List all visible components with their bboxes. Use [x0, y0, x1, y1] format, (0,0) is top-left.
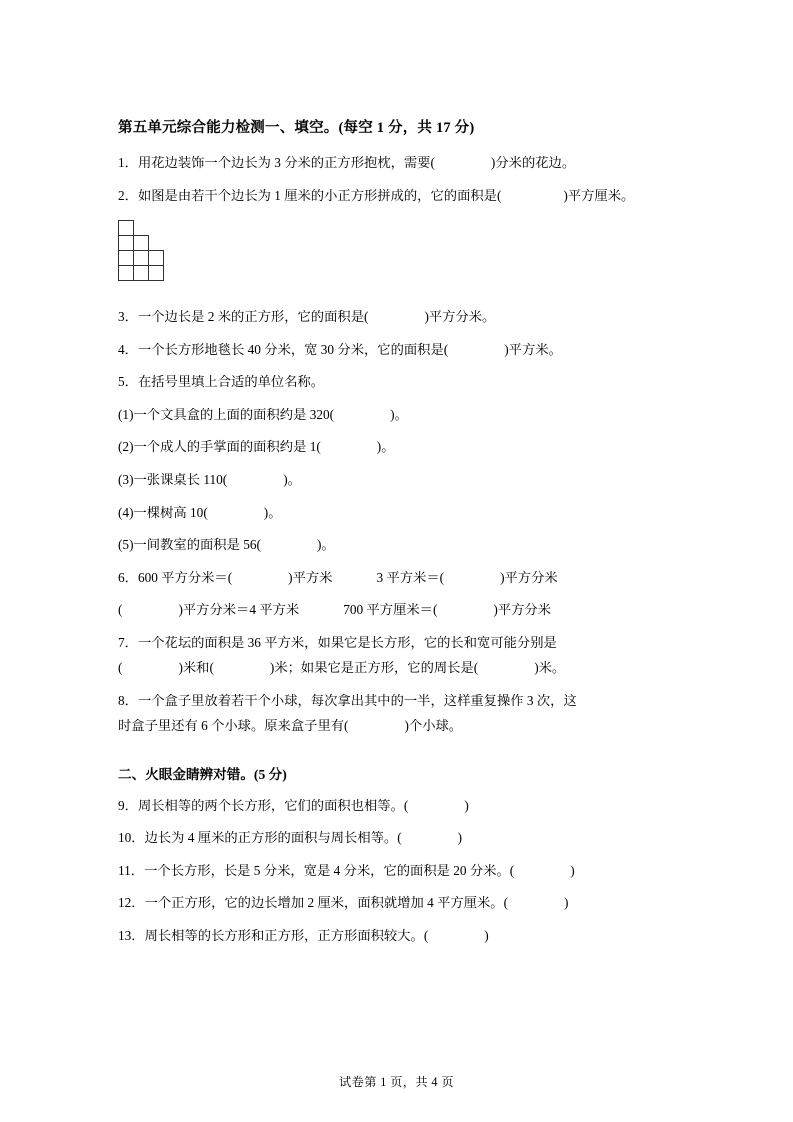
- question-6-l1-a: 600 平方分米＝(: [137, 569, 233, 585]
- question-8-l2-a: 时盒子里还有 6 个小球。原来盒子里有(: [118, 718, 349, 734]
- question-5-sub-4: [118, 502, 687, 524]
- question-5-sub-4-text: 一棵树高 10(: [133, 504, 208, 520]
- question-7-line-2: [118, 657, 687, 679]
- question-6-l1-c: 3 平方米＝(: [376, 569, 445, 585]
- section-2-heading: 二、火眼金睛辨对错。(5 分): [118, 766, 287, 782]
- question-12-number: 12．: [118, 895, 145, 911]
- question-5: [118, 371, 687, 393]
- question-4: [118, 339, 687, 361]
- question-5-sub-1-label: (1): [118, 406, 134, 422]
- question-13-number: 13．: [118, 927, 145, 943]
- question-5-sub-1-text: 一个文具盒的上面的面积约是 320(: [133, 406, 335, 422]
- question-10-after: ): [457, 830, 463, 846]
- question-5-sub-1: [118, 404, 687, 426]
- question-5-sub-2-after: )。: [376, 439, 395, 455]
- question-6-line-1: [118, 567, 687, 589]
- question-12-text: 一个正方形，它的边长增加 2 厘米，面积就增加 4 平方厘米。(: [144, 895, 509, 911]
- question-6-l2-d: )平方分米: [493, 602, 552, 618]
- question-8-line-2: [118, 715, 687, 737]
- question-9: [118, 795, 687, 817]
- question-5-sub-4-after: )。: [263, 504, 282, 520]
- question-7-number: 7．: [118, 634, 138, 650]
- question-13-after: ): [484, 927, 489, 943]
- question-8-number: 8．: [118, 692, 138, 708]
- question-7-l2-c: )米；如果它是正方形，它的周长是(: [269, 660, 479, 676]
- question-10: [118, 827, 687, 849]
- question-7-l2-d: )米。: [534, 660, 566, 676]
- question-12-after: ): [564, 895, 569, 911]
- question-5-sub-5-label: (5): [118, 537, 134, 553]
- question-2-number: 2．: [118, 187, 138, 203]
- question-3-text-after: )平方分米。: [424, 309, 496, 325]
- question-1: [118, 152, 687, 174]
- question-4-number: 4．: [118, 341, 138, 357]
- question-4-text-before: 一个长方形地毯长 40 分米，宽 30 分米，它的面积是(: [137, 341, 449, 357]
- question-7-line-1: [118, 632, 687, 654]
- grid-cell: [133, 265, 149, 281]
- question-5-number: 5．: [118, 374, 138, 390]
- question-8-line-1: [118, 690, 687, 712]
- page-title-sub: 一、填空。(每空 1 分，共 17 分): [265, 120, 475, 136]
- question-11: [118, 860, 687, 882]
- grid-cell: [118, 250, 134, 266]
- question-5-sub-5: [118, 534, 687, 556]
- question-9-text: 周长相等的两个长方形，它们的面积也相等。(: [137, 797, 409, 813]
- question-11-text: 一个长方形，长是 5 分米，宽是 4 分米，它的面积是 20 分米。(: [144, 862, 515, 878]
- question-3: [118, 306, 687, 328]
- question-5-sub-4-label: (4): [118, 504, 134, 520]
- question-3-text-before: 一个边长是 2 米的正方形，它的面积是(: [137, 309, 369, 325]
- question-10-text: 边长为 4 厘米的正方形的面积与周长相等。(: [144, 830, 402, 846]
- question-12: [118, 892, 687, 914]
- page-title-main: 第五单元综合能力检测: [118, 120, 265, 136]
- question-8-text-1: 一个盒子里放着若干个小球，每次拿出其中的一半，这样重复操作 3 次，这: [137, 692, 577, 708]
- grid-cell: [133, 250, 149, 266]
- question-5-sub-2-label: (2): [118, 439, 134, 455]
- question-5-text: 在括号里填上合适的单位名称。: [137, 374, 325, 390]
- question-1-text-after: )分米的花边。: [490, 155, 576, 171]
- question-7-text-1: 一个花坛的面积是 36 平方米，如果它是长方形，它的长和宽可能分别是: [137, 634, 557, 650]
- question-5-sub-2-text: 一个成人的手掌面的面积约是 1(: [133, 439, 321, 455]
- page-title: [118, 118, 687, 138]
- question-5-sub-3-text: 一张课桌长 110(: [133, 472, 228, 488]
- question-5-sub-3-label: (3): [118, 472, 134, 488]
- figure-grid: [118, 220, 687, 286]
- question-7-l2-a: (: [118, 660, 123, 676]
- question-2-text-after: )平方厘米。: [563, 187, 635, 203]
- question-3-number: 3．: [118, 309, 138, 325]
- grid-cell: [118, 220, 134, 236]
- question-11-after: ): [570, 862, 575, 878]
- question-6-l2-b: )平方分米＝4 平方米: [178, 602, 300, 618]
- question-6-l1-d: )平方分米: [500, 569, 558, 585]
- question-9-number: 9．: [118, 797, 138, 813]
- grid-cell: [148, 265, 164, 281]
- question-8-l2-b: )个小球。: [404, 718, 463, 734]
- question-13-text: 周长相等的长方形和正方形，正方形面积较大。(: [144, 927, 429, 943]
- page-footer: 试卷第 1 页，共 4 页: [339, 1075, 454, 1089]
- question-6-line-2: [118, 599, 687, 621]
- question-2: [118, 185, 687, 207]
- question-6-l1-b: )平方米: [288, 569, 333, 585]
- question-5-sub-1-after: )。: [390, 406, 408, 422]
- question-5-sub-3-after: )。: [283, 472, 301, 488]
- grid-cell: [118, 235, 134, 251]
- question-1-number: 1．: [118, 155, 138, 171]
- question-5-sub-5-text: 一间教室的面积是 56(: [133, 537, 261, 553]
- grid-cell: [133, 235, 149, 251]
- question-1-text-before: 用花边装饰一个边长为 3 分米的正方形抱枕，需要(: [137, 155, 435, 171]
- question-11-number: 11．: [118, 862, 145, 878]
- question-13: [118, 925, 687, 947]
- question-5-sub-3: [118, 469, 687, 491]
- grid-of-unit-squares: [118, 220, 184, 286]
- question-2-text-before: 如图是由若干个边长为 1 厘米的小正方形拼成的，它的面积是(: [137, 187, 502, 203]
- question-6-l2-a: (: [118, 602, 123, 618]
- question-10-number: 10．: [118, 830, 145, 846]
- question-5-sub-2: [118, 436, 687, 458]
- question-6-l2-c: 700 平方厘米＝(: [343, 602, 438, 618]
- grid-cell: [148, 250, 164, 266]
- question-5-sub-5-after: )。: [316, 537, 335, 553]
- question-9-after: ): [464, 797, 469, 813]
- question-6-number: 6．: [118, 569, 138, 585]
- question-7-l2-b: )米和(: [178, 660, 214, 676]
- question-4-text-after: )平方米。: [504, 341, 562, 357]
- grid-cell: [118, 265, 134, 281]
